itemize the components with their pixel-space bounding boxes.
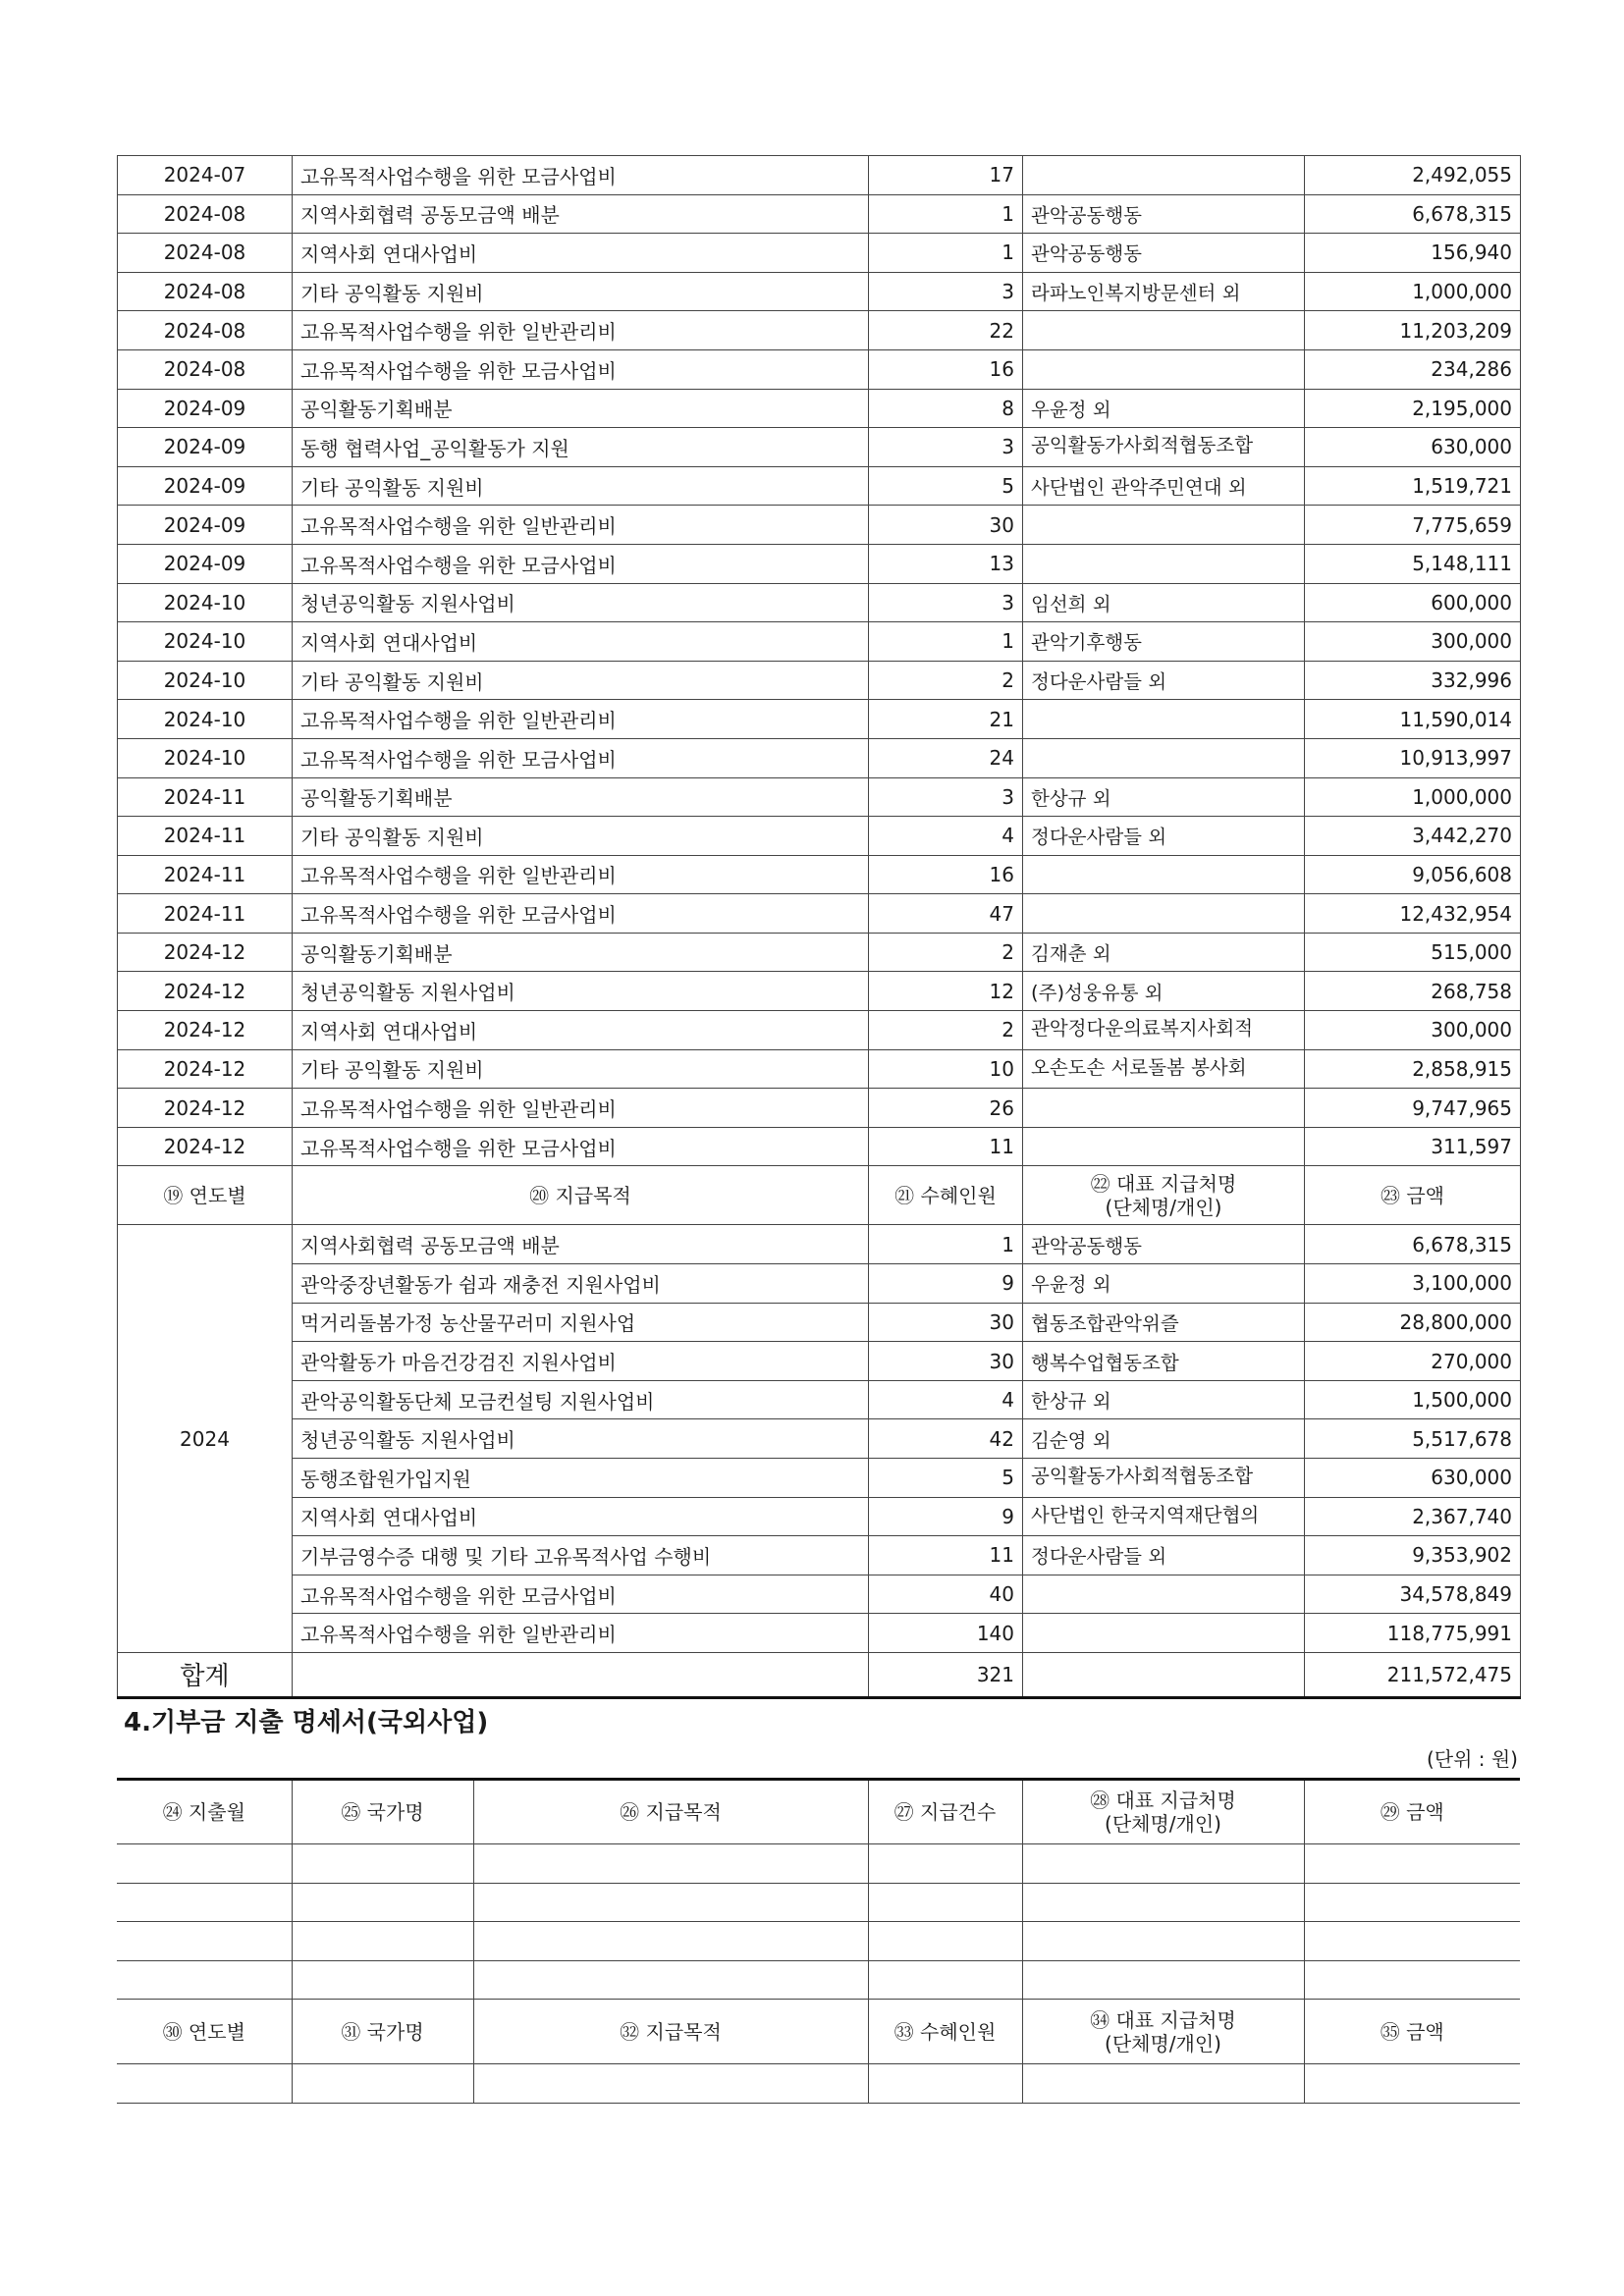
month-cell: 2024-08 (118, 272, 293, 311)
overseas-expense-table (117, 1778, 1520, 2104)
table-row (118, 894, 1521, 934)
header-recipient-line1: ㉞ 대표 지급처명 (1090, 2007, 1236, 2032)
month-cell: 2024-09 (118, 389, 293, 428)
purpose-cell: 관악중장년활동가 쉼과 재충전 지원사업비 (293, 1264, 869, 1304)
recipient-cell: 김재춘 외 (1023, 933, 1305, 972)
purpose-cell: 기타 공익활동 지원비 (293, 1049, 869, 1089)
recipient-cell (1023, 1089, 1305, 1128)
table-row (118, 1614, 1521, 1653)
amount-cell: 1,500,000 (1305, 1380, 1521, 1419)
count-cell: 16 (869, 349, 1023, 389)
count-cell: 11 (869, 1127, 1023, 1166)
recipient-cell: 우윤정 외 (1023, 389, 1305, 428)
month-cell: 2024-08 (118, 194, 293, 234)
recipient-cell: 정다운사람들 외 (1023, 817, 1305, 856)
count-cell: 2 (869, 1011, 1023, 1050)
header-recipient-line2: (단체명/개인) (1105, 1195, 1222, 1219)
recipient-cell: 우윤정 외 (1023, 1264, 1305, 1304)
recipient-cell: 관악공동행동 (1023, 234, 1305, 273)
table-row (118, 777, 1521, 817)
overseas-header-row-2 (117, 2000, 1520, 2064)
amount-cell: 1,000,000 (1305, 272, 1521, 311)
amount-cell: 515,000 (1305, 933, 1521, 972)
recipient-cell: 한상규 외 (1023, 777, 1305, 817)
month-cell: 2024-09 (118, 544, 293, 583)
month-cell: 2024-12 (118, 972, 293, 1011)
table-row (118, 1380, 1521, 1419)
recipient-cell (1023, 894, 1305, 934)
count-cell: 5 (869, 1459, 1023, 1498)
empty-row (117, 1922, 1520, 1961)
count-cell: 30 (869, 506, 1023, 545)
amount-cell: 3,442,270 (1305, 817, 1521, 856)
count-cell: 11 (869, 1536, 1023, 1575)
header-count: ㉝ 수혜인원 (868, 2000, 1022, 2064)
purpose-cell: 청년공익활동 지원사업비 (293, 972, 869, 1011)
table-row (118, 1264, 1521, 1304)
purpose-cell: 고유목적사업수행을 위한 모금사업비 (293, 544, 869, 583)
count-cell: 4 (869, 1380, 1023, 1419)
header-count: ㉑ 수혜인원 (869, 1166, 1023, 1225)
header-purpose: ㉜ 지급목적 (473, 2000, 868, 2064)
purpose-cell: 지역사회 연대사업비 (293, 622, 869, 662)
amount-cell: 28,800,000 (1305, 1303, 1521, 1342)
section-title: 4.기부금 지출 명세서(국외사업) (124, 1707, 489, 1737)
purpose-cell: 공익활동기획배분 (293, 777, 869, 817)
purpose-cell: 지역사회 연대사업비 (293, 234, 869, 273)
amount-cell: 332,996 (1305, 661, 1521, 700)
count-cell: 30 (869, 1342, 1023, 1381)
count-cell: 13 (869, 544, 1023, 583)
header-amount: ㉟ 금액 (1304, 2000, 1520, 2064)
recipient-cell: 관악정다운의료복지사회적 (1023, 1011, 1305, 1050)
count-cell: 26 (869, 1089, 1023, 1128)
amount-cell: 268,758 (1305, 972, 1521, 1011)
header-recipient-line1: ㉘ 대표 지급처명 (1090, 1788, 1236, 1812)
table-row (118, 544, 1521, 583)
table-row (118, 1127, 1521, 1166)
month-cell: 2024-10 (118, 738, 293, 777)
recipient-cell: (주)성웅유통 외 (1023, 972, 1305, 1011)
count-cell: 1 (869, 194, 1023, 234)
annual-section (118, 1166, 1521, 1225)
table-row (118, 466, 1521, 506)
amount-cell: 1,519,721 (1305, 466, 1521, 506)
recipient-cell: 관악공동행동 (1023, 1225, 1305, 1264)
month-cell: 2024-10 (118, 622, 293, 662)
count-cell: 30 (869, 1303, 1023, 1342)
table-row (118, 933, 1521, 972)
header-recipient (1022, 1779, 1304, 1843)
month-cell: 2024-09 (118, 506, 293, 545)
amount-cell: 118,775,991 (1305, 1614, 1521, 1653)
domestic-expense-table (117, 155, 1521, 1699)
amount-cell: 270,000 (1305, 1342, 1521, 1381)
amount-cell: 2,492,055 (1305, 156, 1521, 195)
count-cell: 3 (869, 583, 1023, 622)
purpose-cell: 지역사회 연대사업비 (293, 1497, 869, 1536)
purpose-cell: 공익활동기획배분 (293, 933, 869, 972)
purpose-cell: 지역사회협력 공동모금액 배분 (293, 1225, 869, 1264)
purpose-cell: 기부금영수증 대행 및 기타 고유목적사업 수행비 (293, 1536, 869, 1575)
purpose-cell: 관악활동가 마음건강검진 지원사업비 (293, 1342, 869, 1381)
amount-cell: 9,747,965 (1305, 1089, 1521, 1128)
monthly-rows (118, 156, 1521, 1166)
recipient-cell: 사단법인 한국지역재단협의 (1023, 1497, 1305, 1536)
recipient-cell (1023, 311, 1305, 350)
purpose-cell: 고유목적사업수행을 위한 모금사업비 (293, 156, 869, 195)
purpose-cell: 동행 협력사업_공익활동가 지원 (293, 428, 869, 467)
recipient-cell (1023, 738, 1305, 777)
count-cell: 4 (869, 817, 1023, 856)
table-row (118, 311, 1521, 350)
purpose-cell: 청년공익활동 지원사업비 (293, 1419, 869, 1459)
amount-cell: 9,056,608 (1305, 855, 1521, 894)
header-recipient (1023, 1166, 1305, 1225)
month-cell: 2024-08 (118, 311, 293, 350)
recipient-cell (1023, 156, 1305, 195)
month-cell: 2024-09 (118, 466, 293, 506)
amount-cell: 5,517,678 (1305, 1419, 1521, 1459)
amount-cell: 10,913,997 (1305, 738, 1521, 777)
amount-cell: 630,000 (1305, 1459, 1521, 1498)
purpose-cell: 고유목적사업수행을 위한 일반관리비 (293, 1614, 869, 1653)
total-amount: 211,572,475 (1305, 1652, 1521, 1697)
year-cell: 2024 (118, 1225, 293, 1653)
amount-cell: 3,100,000 (1305, 1264, 1521, 1304)
amount-cell: 2,195,000 (1305, 389, 1521, 428)
count-cell: 21 (869, 700, 1023, 739)
table-row (118, 700, 1521, 739)
recipient-cell: 한상규 외 (1023, 1380, 1305, 1419)
month-cell: 2024-12 (118, 1011, 293, 1050)
count-cell: 3 (869, 428, 1023, 467)
count-cell: 40 (869, 1575, 1023, 1614)
count-cell: 9 (869, 1264, 1023, 1304)
count-cell: 8 (869, 389, 1023, 428)
purpose-cell: 관악공익활동단체 모금컨설팅 지원사업비 (293, 1380, 869, 1419)
table-row (118, 1497, 1521, 1536)
count-cell: 1 (869, 622, 1023, 662)
purpose-cell: 고유목적사업수행을 위한 모금사업비 (293, 349, 869, 389)
table-row (118, 1225, 1521, 1264)
month-cell: 2024-12 (118, 1089, 293, 1128)
amount-cell: 630,000 (1305, 428, 1521, 467)
count-cell: 12 (869, 972, 1023, 1011)
header-purpose: ㉖ 지급목적 (473, 1779, 868, 1843)
count-cell: 2 (869, 933, 1023, 972)
purpose-cell: 기타 공익활동 지원비 (293, 661, 869, 700)
unit-label: (단위 : 원) (1426, 1746, 1518, 1771)
purpose-cell: 기타 공익활동 지원비 (293, 466, 869, 506)
table-row (118, 1342, 1521, 1381)
amount-cell: 12,432,954 (1305, 894, 1521, 934)
recipient-cell: 행복수업협동조합 (1023, 1342, 1305, 1381)
annual-header-row (118, 1166, 1521, 1225)
empty-row (117, 2064, 1520, 2104)
recipient-cell: 관악공동행동 (1023, 194, 1305, 234)
table-row (118, 389, 1521, 428)
month-cell: 2024-09 (118, 428, 293, 467)
recipient-cell (1023, 1575, 1305, 1614)
amount-cell: 600,000 (1305, 583, 1521, 622)
table-row (118, 156, 1521, 195)
purpose-cell: 지역사회협력 공동모금액 배분 (293, 194, 869, 234)
recipient-cell: 오손도손 서로돌봄 봉사회 (1023, 1049, 1305, 1089)
table-row (118, 1049, 1521, 1089)
purpose-cell: 고유목적사업수행을 위한 일반관리비 (293, 1089, 869, 1128)
recipient-cell: 사단법인 관악주민연대 외 (1023, 466, 1305, 506)
total-count: 321 (869, 1652, 1023, 1697)
table-row (118, 272, 1521, 311)
recipient-cell: 라파노인복지방문센터 외 (1023, 272, 1305, 311)
count-cell: 5 (869, 466, 1023, 506)
recipient-cell (1023, 1127, 1305, 1166)
month-cell: 2024-12 (118, 1049, 293, 1089)
purpose-cell: 고유목적사업수행을 위한 일반관리비 (293, 311, 869, 350)
purpose-cell: 먹거리돌봄가정 농산물꾸러미 지원사업 (293, 1303, 869, 1342)
purpose-cell: 기타 공익활동 지원비 (293, 272, 869, 311)
table-row (118, 1419, 1521, 1459)
month-cell: 2024-10 (118, 583, 293, 622)
amount-cell: 311,597 (1305, 1127, 1521, 1166)
purpose-cell: 고유목적사업수행을 위한 일반관리비 (293, 506, 869, 545)
table-row (118, 428, 1521, 467)
table-row (118, 738, 1521, 777)
recipient-cell: 정다운사람들 외 (1023, 661, 1305, 700)
amount-cell: 7,775,659 (1305, 506, 1521, 545)
month-cell: 2024-11 (118, 817, 293, 856)
amount-cell: 11,590,014 (1305, 700, 1521, 739)
count-cell: 1 (869, 1225, 1023, 1264)
table-row (118, 622, 1521, 662)
amount-cell: 11,203,209 (1305, 311, 1521, 350)
total-purpose-empty (293, 1652, 869, 1697)
month-cell: 2024-11 (118, 855, 293, 894)
recipient-cell: 공익활동가사회적협동조합 (1023, 1459, 1305, 1498)
count-cell: 9 (869, 1497, 1023, 1536)
table-row (118, 1575, 1521, 1614)
amount-cell: 6,678,315 (1305, 194, 1521, 234)
count-cell: 140 (869, 1614, 1023, 1653)
purpose-cell: 고유목적사업수행을 위한 모금사업비 (293, 894, 869, 934)
count-cell: 22 (869, 311, 1023, 350)
recipient-cell: 임선희 외 (1023, 583, 1305, 622)
month-cell: 2024-07 (118, 156, 293, 195)
total-recipient-empty (1023, 1652, 1305, 1697)
amount-cell: 6,678,315 (1305, 1225, 1521, 1264)
amount-cell: 234,286 (1305, 349, 1521, 389)
count-cell: 16 (869, 855, 1023, 894)
purpose-cell: 기타 공익활동 지원비 (293, 817, 869, 856)
header-count: ㉗ 지급건수 (868, 1779, 1022, 1843)
header-year: ㉚ 연도별 (117, 2000, 292, 2064)
empty-row (117, 1960, 1520, 2000)
recipient-cell (1023, 544, 1305, 583)
purpose-cell: 지역사회 연대사업비 (293, 1011, 869, 1050)
purpose-cell: 고유목적사업수행을 위한 모금사업비 (293, 1575, 869, 1614)
page (117, 155, 1520, 2104)
empty-row (117, 1883, 1520, 1922)
recipient-cell (1023, 855, 1305, 894)
month-cell: 2024-10 (118, 700, 293, 739)
month-cell: 2024-12 (118, 1127, 293, 1166)
purpose-cell: 청년공익활동 지원사업비 (293, 583, 869, 622)
table-row (118, 194, 1521, 234)
table-row (118, 1459, 1521, 1498)
total-row (118, 1652, 1521, 1697)
count-cell: 3 (869, 777, 1023, 817)
recipient-cell: 공익활동가사회적협동조합 (1023, 428, 1305, 467)
table-row (118, 506, 1521, 545)
table-row (118, 583, 1521, 622)
header-purpose: ⑳ 지급목적 (293, 1166, 869, 1225)
table-row (118, 817, 1521, 856)
purpose-cell: 고유목적사업수행을 위한 모금사업비 (293, 738, 869, 777)
table-row (118, 349, 1521, 389)
header-recipient (1022, 2000, 1304, 2064)
header-year: ⑲ 연도별 (118, 1166, 293, 1225)
recipient-cell: 관악기후행동 (1023, 622, 1305, 662)
table-row (118, 1536, 1521, 1575)
header-recipient-line1: ㉒ 대표 지급처명 (1090, 1171, 1237, 1196)
amount-cell: 5,148,111 (1305, 544, 1521, 583)
count-cell: 2 (869, 661, 1023, 700)
month-cell: 2024-08 (118, 349, 293, 389)
overseas-header-row-1 (117, 1779, 1520, 1843)
recipient-cell (1023, 700, 1305, 739)
count-cell: 42 (869, 1419, 1023, 1459)
amount-cell: 34,578,849 (1305, 1575, 1521, 1614)
table-row (118, 1303, 1521, 1342)
amount-cell: 300,000 (1305, 1011, 1521, 1050)
month-cell: 2024-10 (118, 661, 293, 700)
purpose-cell: 공익활동기획배분 (293, 389, 869, 428)
amount-cell: 300,000 (1305, 622, 1521, 662)
table-row (118, 1089, 1521, 1128)
table-row (118, 1011, 1521, 1050)
total-label: 합계 (118, 1652, 293, 1697)
header-recipient-line2: (단체명/개인) (1105, 2031, 1221, 2056)
amount-cell: 1,000,000 (1305, 777, 1521, 817)
annual-rows (118, 1225, 1521, 1653)
header-month: ㉔ 지출월 (117, 1779, 292, 1843)
header-recipient-line2: (단체명/개인) (1105, 1811, 1221, 1836)
month-cell: 2024-11 (118, 894, 293, 934)
count-cell: 1 (869, 234, 1023, 273)
amount-cell: 2,367,740 (1305, 1497, 1521, 1536)
month-cell: 2024-12 (118, 933, 293, 972)
header-amount: ㉙ 금액 (1304, 1779, 1520, 1843)
count-cell: 47 (869, 894, 1023, 934)
amount-cell: 9,353,902 (1305, 1536, 1521, 1575)
month-cell: 2024-08 (118, 234, 293, 273)
table-row (118, 972, 1521, 1011)
amount-cell: 2,858,915 (1305, 1049, 1521, 1089)
recipient-cell: 김순영 외 (1023, 1419, 1305, 1459)
purpose-cell: 동행조합원가입지원 (293, 1459, 869, 1498)
header-country: ㉕ 국가명 (292, 1779, 473, 1843)
table-row (118, 234, 1521, 273)
total-section (118, 1652, 1521, 1697)
recipient-cell (1023, 349, 1305, 389)
empty-row (117, 1843, 1520, 1883)
purpose-cell: 고유목적사업수행을 위한 일반관리비 (293, 700, 869, 739)
table-row (118, 661, 1521, 700)
purpose-cell: 고유목적사업수행을 위한 일반관리비 (293, 855, 869, 894)
count-cell: 17 (869, 156, 1023, 195)
recipient-cell (1023, 1614, 1305, 1653)
recipient-cell: 협동조합관악위즐 (1023, 1303, 1305, 1342)
count-cell: 10 (869, 1049, 1023, 1089)
header-country: ㉛ 국가명 (292, 2000, 473, 2064)
recipient-cell: 정다운사람들 외 (1023, 1536, 1305, 1575)
table-row (118, 855, 1521, 894)
purpose-cell: 고유목적사업수행을 위한 모금사업비 (293, 1127, 869, 1166)
month-cell: 2024-11 (118, 777, 293, 817)
recipient-cell (1023, 506, 1305, 545)
amount-cell: 156,940 (1305, 234, 1521, 273)
count-cell: 24 (869, 738, 1023, 777)
count-cell: 3 (869, 272, 1023, 311)
header-amount: ㉓ 금액 (1305, 1166, 1521, 1225)
